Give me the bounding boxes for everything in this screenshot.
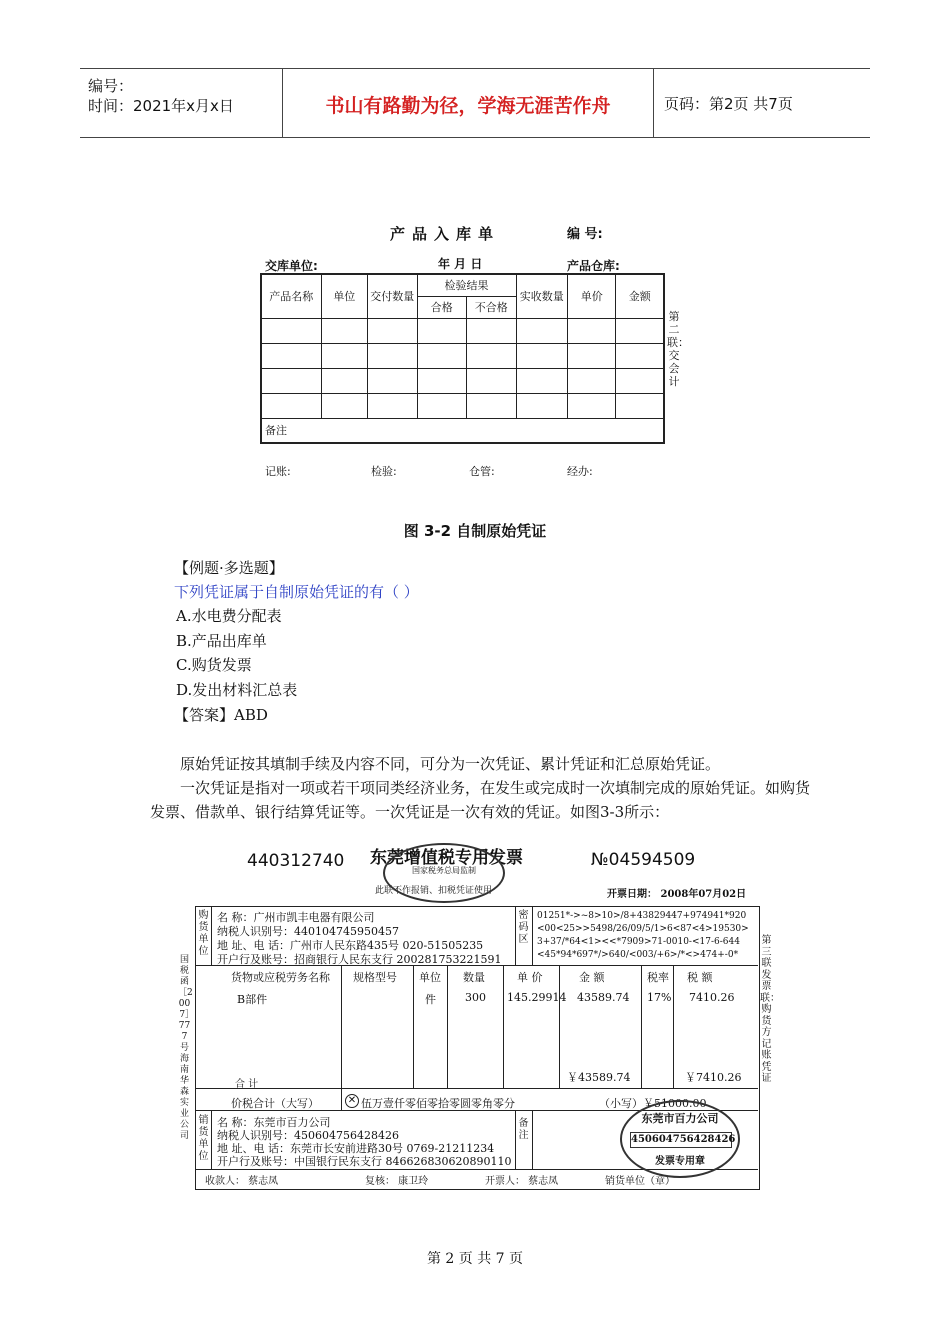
invoice-code: 440312740: [247, 851, 345, 871]
item-quantity: 300: [465, 991, 486, 1004]
cipher-line: 01251*->~8>10>/8+43829447+974941*920: [537, 911, 747, 921]
table-row: [261, 318, 664, 343]
cipher-label: 密码区: [518, 910, 529, 945]
copy-side-note: 第二联：交会计: [667, 310, 689, 388]
buyer-bank: 开户行及账号：招商银行人民东支行 200281753221591: [217, 953, 502, 966]
payee: 收款人： 蔡志凤: [205, 1176, 279, 1187]
col-unit: 单位: [419, 971, 441, 984]
option-a: A.水电费分配表: [176, 607, 282, 625]
motto: 书山有路勤为径，学海无涯苦作舟: [325, 95, 611, 117]
copy-side-note: 第三联 发票联：购货方记账凭证: [760, 935, 780, 1084]
total-amount: ￥43589.74: [567, 1071, 631, 1084]
buyer-side-label: 购货单位: [198, 910, 209, 957]
col-unit-price: 单价: [568, 274, 616, 318]
left-margin-text: 国税函［2007］777号海南华森实业公司: [178, 955, 193, 1141]
remarks-cell: 备注: [261, 418, 664, 443]
page-header: [80, 68, 870, 138]
col-unit-price: 单 价: [517, 971, 543, 984]
seller-name: 名 称：东莞市百力公司: [217, 1116, 331, 1129]
col-product-name: 产品名称: [261, 274, 321, 318]
col-inspection: 检验结果: [417, 274, 516, 296]
col-quantity: 数量: [463, 971, 485, 984]
receipt-table: [260, 273, 665, 444]
total-tax: ￥7410.26: [685, 1071, 742, 1084]
invoice-seal-stamp: 东莞市百力公司 450604756428426 发票专用章: [620, 1100, 740, 1178]
form-number-label: 编 号:: [567, 227, 603, 242]
buyer-name: 名 称：广州市凯丰电器有限公司: [217, 911, 375, 924]
col-amount: 金 额: [579, 971, 605, 984]
seller-address: 地 址、电 话：东莞市长安前进路30号 0769-21211234: [217, 1142, 495, 1155]
col-fail: 不合格: [467, 296, 516, 318]
price-tax-words: 伍万壹仟零佰零拾零圆零角零分: [361, 1097, 515, 1110]
item-amount: 43589.74: [577, 991, 630, 1004]
buyer-address: 地 址、电 话：广州市人民东路435号 020-51505235: [217, 939, 484, 952]
warehouse-label: 产品仓库:: [567, 259, 620, 273]
seller-seal-label: 销货单位（章）: [605, 1176, 675, 1187]
table-row: [261, 393, 664, 418]
item-tax-amount: 7410.26: [689, 991, 735, 1004]
vat-invoice: [175, 835, 780, 1190]
option-d: D.发出材料汇总表: [176, 681, 298, 699]
footer-handler: 经办:: [567, 465, 593, 478]
unit-label: 交库单位:: [265, 259, 318, 273]
paragraph-2: 一次凭证是指对一项或若干项同类经济业务，在发生或完成时一次填制完成的原始凭证。如购货发票、借款单、银行结算凭证等。一次凭证是一次有效的凭证。如图3-3所示：: [150, 779, 811, 821]
col-spec: 规格型号: [353, 971, 397, 984]
total-label: 合 计: [235, 1079, 259, 1090]
col-pass: 合格: [417, 296, 466, 318]
reviewer: 复核： 康卫玲: [365, 1176, 429, 1187]
cipher-line: 3+37/*64<1><<*7909>71-0010-<17-6-644: [537, 937, 740, 947]
cipher-line: <00<25>>5498/26/09/5/1>6<87<4>19530>: [537, 924, 749, 934]
seller-tax-id: 纳税人识别号：450604756428426: [217, 1129, 399, 1142]
option-b: B.产品出库单: [176, 632, 267, 650]
cipher-line: <45*94*697*/>640/<003/+6>/*<>474+-0*: [537, 950, 739, 960]
header-left-cell: [80, 69, 282, 137]
buyer-tax-id: 纳税人识别号：440104745950457: [217, 925, 399, 938]
item-name: B部件: [237, 993, 268, 1006]
price-tax-small: （小写）￥51000.00: [599, 1097, 707, 1110]
seller-bank: 开户行及账号：中国银行民东支行 846626830620890110: [217, 1155, 512, 1168]
option-c: C.购货发票: [176, 656, 252, 674]
issuer: 开票人： 蔡志凤: [485, 1176, 559, 1187]
col-delivered-qty: 交付数量: [368, 274, 417, 318]
invoice-number: №04594509: [591, 850, 696, 870]
col-goods-name: 货物或应税劳务名称: [231, 971, 330, 984]
example-question: 下列凭证属于自制原始凭证的有（ ）: [174, 583, 419, 601]
footer-bookkeeping: 记账:: [265, 465, 291, 478]
table-row: [261, 343, 664, 368]
item-unit: 件: [425, 993, 436, 1006]
footer-warehouse-keeper: 仓管:: [469, 465, 495, 478]
page-footer: 第 2 页 共 7 页: [426, 1251, 524, 1267]
page-info: 页码：第2页 共7页: [664, 95, 793, 113]
table-row: [261, 368, 664, 393]
item-tax-rate: 17%: [647, 991, 672, 1004]
form-title: 产品入库单: [390, 225, 501, 243]
number-label: 编号：: [88, 77, 134, 95]
seller-side-label: 销货单位: [198, 1115, 209, 1162]
header-right-cell: [652, 69, 870, 137]
paragraph-1: 原始凭证按其填制手续及内容不同，可分为一次凭证、累计凭证和汇总原始凭证。: [180, 755, 721, 773]
invoice-date: 开票日期： 2008年07月02日: [607, 889, 747, 900]
item-unit-price: 145.29914: [507, 991, 567, 1004]
footer-inspection: 检验:: [371, 465, 397, 478]
cross-mark-icon: ✕: [345, 1094, 359, 1108]
price-tax-label: 价税合计（大写）: [231, 1097, 319, 1110]
tax-bureau-stamp: 国家税务总局监制: [383, 843, 505, 903]
example-tag: 【例题·多选题】: [174, 559, 284, 577]
date-label: 年 月 日: [438, 257, 483, 271]
header-center-cell: [282, 69, 654, 137]
col-unit: 单位: [321, 274, 367, 318]
usage-note: 此联不作报销、扣税凭证使用: [375, 886, 493, 896]
figure-caption: 图 3-2 自制原始凭证: [403, 522, 547, 540]
example-answer: 【答案】ABD: [174, 706, 268, 724]
col-tax-rate: 税率: [647, 971, 669, 984]
remarks-label: 备注: [518, 1118, 529, 1141]
col-received-qty: 实收数量: [516, 274, 568, 318]
col-tax-amount: 税 额: [687, 971, 713, 984]
time-label: 时间：2021年x月x日: [88, 97, 234, 115]
invoice-title: 东莞增值税专用发票: [370, 848, 523, 868]
product-receipt-form: [195, 185, 750, 497]
col-amount: 金额: [616, 274, 664, 318]
